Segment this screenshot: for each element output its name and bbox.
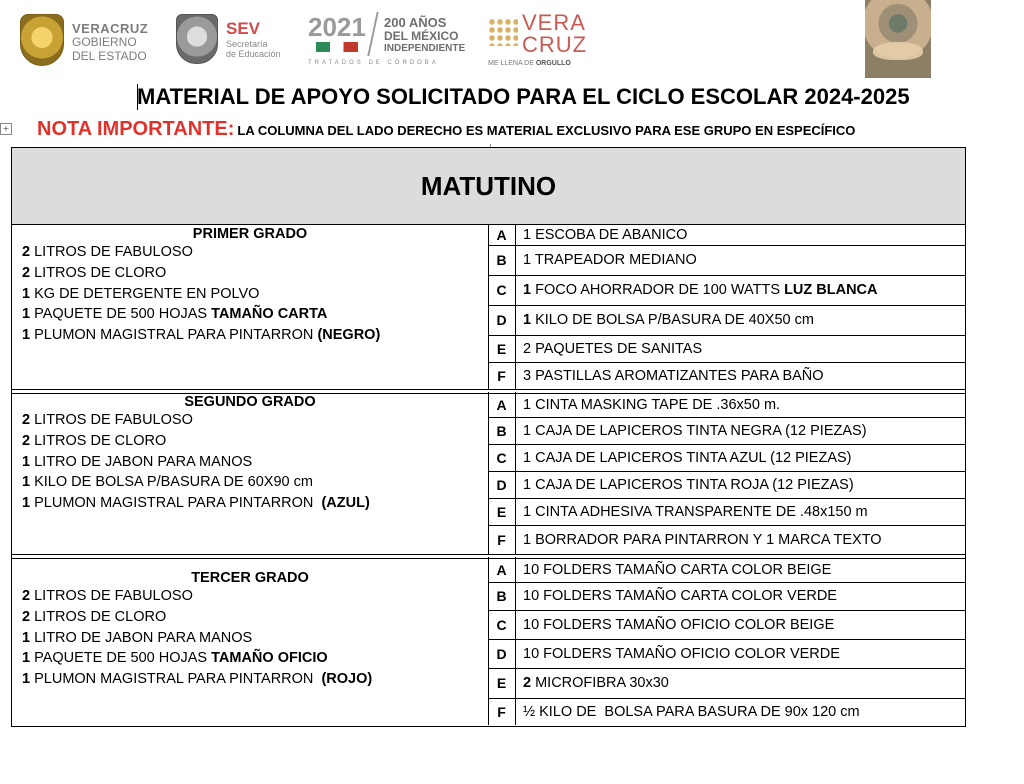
group-letter: B <box>488 582 516 610</box>
table-row <box>488 224 965 246</box>
table-row <box>488 525 965 554</box>
veracruz-brand-logo <box>488 8 588 72</box>
group-letter: D <box>488 639 516 668</box>
table-row <box>488 610 965 640</box>
group-item-text: 1 CAJA DE LAPICEROS TINTA ROJA (12 PIEZAS) <box>523 476 854 493</box>
table-row <box>488 471 965 499</box>
group-item-text: 1 TRAPEADOR MEDIANO <box>523 252 697 268</box>
veracruz-shield-icon <box>20 14 64 66</box>
logo-year: 2021 <box>308 12 366 42</box>
logo-text: TRATADOS DE CÓRDOBA <box>308 60 439 66</box>
group-letter: C <box>488 275 516 305</box>
group-letter: A <box>488 224 516 245</box>
group-item-text: 10 FOLDERS TAMAÑO OFICIO COLOR BEIGE <box>523 616 835 633</box>
logo-text: INDEPENDIENTE <box>384 43 466 54</box>
group-items <box>488 392 965 554</box>
group-letter: F <box>488 362 516 389</box>
group-item-text: 2 PAQUETES DE SANITAS <box>523 340 703 357</box>
group-item-text: 1 CINTA ADHESIVA TRANSPARENTE DE .48x150 m <box>523 503 868 520</box>
group-letter: F <box>488 698 516 725</box>
group-items <box>488 224 965 389</box>
table-row <box>488 444 965 472</box>
list-item: 1 PLUMON MAGISTRAL PARA PINTARRON (NEGRO) <box>22 327 381 344</box>
table-row <box>488 392 965 418</box>
grade-title: SEGUNDO GRADO <box>184 394 316 410</box>
group-item-text: 1 CAJA DE LAPICEROS TINTA AZUL (12 PIEZAS) <box>523 449 852 466</box>
group-item-text: 1 FOCO AHORRADOR DE 100 WATTS LUZ BLANCA <box>523 282 878 298</box>
header-logos <box>16 8 586 72</box>
logo-text: GOBIERNO <box>72 35 137 49</box>
supplies-table <box>11 147 966 727</box>
grade-block-second <box>12 392 965 554</box>
group-item-text: 2 MICROFIBRA 30x30 <box>523 675 669 691</box>
important-note <box>37 118 855 141</box>
logo-divider <box>367 12 378 56</box>
list-item: 1 PLUMON MAGISTRAL PARA PINTARRON (AZUL) <box>22 495 370 512</box>
logo-text: VERACRUZ <box>72 21 149 36</box>
note-text: LA COLUMNA DEL LADO DERECHO ES MATERIAL EXCLUSIVO PARA ESE GRUPO EN ESPECÍFICO <box>237 123 856 138</box>
list-item: 1 PAQUETE DE 500 HOJAS TAMAÑO CARTA <box>22 306 328 323</box>
note-label: NOTA IMPORTANTE: <box>37 118 235 140</box>
group-item-text: 1 CAJA DE LAPICEROS TINTA NEGRA (12 PIEZAS) <box>523 422 867 439</box>
group-letter: C <box>488 610 516 639</box>
group-item-text: 10 FOLDERS TAMAÑO CARTA COLOR BEIGE <box>523 561 832 578</box>
common-items <box>12 242 488 346</box>
veracruz-government-logo <box>16 8 156 72</box>
list-item: 2 LITROS DE FABULOSO <box>22 588 193 604</box>
list-item: 2 LITROS DE FABULOSO <box>22 412 193 428</box>
grade-common-list <box>12 392 489 554</box>
group-letter: A <box>488 557 516 582</box>
group-items <box>488 557 965 725</box>
logo-text: Secretaría <box>226 39 268 49</box>
table-move-handle-icon[interactable]: + <box>0 123 12 135</box>
shift-header: MATUTINO <box>12 148 965 225</box>
mexico-shield-icon <box>176 14 218 64</box>
table-row <box>488 417 965 445</box>
group-item-text: 10 FOLDERS TAMAÑO CARTA COLOR VERDE <box>523 588 837 604</box>
group-item-text: 10 FOLDERS TAMAÑO OFICIO COLOR VERDE <box>523 645 840 662</box>
group-letter: A <box>488 392 516 417</box>
logo-slogan: ME LLENA DE ORGULLO <box>488 60 571 67</box>
group-letter: E <box>488 498 516 525</box>
logo-text: DEL ESTADO <box>72 49 147 63</box>
logo-text: VERA <box>522 10 586 35</box>
group-letter: F <box>488 525 516 554</box>
bicentenario-logo <box>308 8 468 72</box>
group-item-text: 1 ESCOBA DE ABANICO <box>523 226 688 243</box>
table-row <box>488 557 965 583</box>
grade-block-third <box>12 557 965 725</box>
table-row <box>488 335 965 363</box>
group-item-text: 3 PASTILLAS AROMATIZANTES PARA BAÑO <box>523 367 824 384</box>
group-letter: D <box>488 471 516 498</box>
list-item: 1 LITRO DE JABON PARA MANOS <box>22 629 253 646</box>
list-item: 2 LITROS DE CLORO <box>22 264 167 281</box>
grade-title: TERCER GRADO <box>191 570 309 586</box>
group-letter: B <box>488 245 516 275</box>
group-item-text: 1 BORRADOR PARA PINTARRON Y 1 MARCA TEXTO <box>523 531 882 548</box>
list-item: 1 KG DE DETERGENTE EN POLVO <box>22 285 260 302</box>
page-title: MATERIAL DE APOYO SOLICITADO PARA EL CICLO ESCOLAR 2024-2025 <box>137 84 910 109</box>
grade-title: PRIMER GRADO <box>192 226 308 242</box>
list-item: 2 LITROS DE CLORO <box>22 608 167 625</box>
group-letter: B <box>488 417 516 444</box>
group-letter: E <box>488 668 516 698</box>
list-item: 1 PAQUETE DE 500 HOJAS TAMAÑO OFICIO <box>22 650 328 667</box>
table-row <box>488 668 965 699</box>
grade-common-list <box>12 557 489 725</box>
table-row <box>488 245 965 276</box>
logo-text: 200 AÑOS <box>384 15 447 30</box>
group-item-text: 1 KILO DE BOLSA P/BASURA DE 40X50 cm <box>523 312 814 328</box>
grade-block-first <box>12 224 965 389</box>
group-letter: E <box>488 335 516 362</box>
logo-text: de Educación <box>226 49 281 59</box>
table-row <box>488 698 965 725</box>
table-row <box>488 582 965 611</box>
logo-text: DEL MÉXICO <box>384 29 459 43</box>
grade-common-list <box>12 224 489 389</box>
group-item-text: ½ KILO DE BOLSA PARA BASURA DE 90x 120 cm <box>523 703 860 720</box>
mexico-flag-icon <box>316 42 358 52</box>
common-items <box>12 410 488 514</box>
sev-logo <box>174 8 294 72</box>
hands-photo <box>865 0 931 78</box>
list-item: 1 PLUMON MAGISTRAL PARA PINTARRON (ROJO) <box>22 671 373 688</box>
list-item: 1 KILO DE BOLSA P/BASURA DE 60X90 cm <box>22 474 313 491</box>
common-items <box>12 586 488 690</box>
group-item-text: 1 CINTA MASKING TAPE DE .36x50 m. <box>523 396 781 413</box>
list-item: 2 LITROS DE FABULOSO <box>22 244 193 260</box>
logo-text: SEV <box>226 19 261 38</box>
table-row <box>488 639 965 669</box>
logo-text: CRUZ <box>522 32 588 57</box>
group-letter: D <box>488 305 516 335</box>
dots-pattern-icon <box>488 18 518 46</box>
list-item: 2 LITROS DE CLORO <box>22 432 167 449</box>
table-row <box>488 275 965 306</box>
table-row <box>488 498 965 526</box>
table-row <box>488 305 965 336</box>
table-row <box>488 362 965 389</box>
group-letter: C <box>488 444 516 471</box>
list-item: 1 LITRO DE JABON PARA MANOS <box>22 453 253 470</box>
